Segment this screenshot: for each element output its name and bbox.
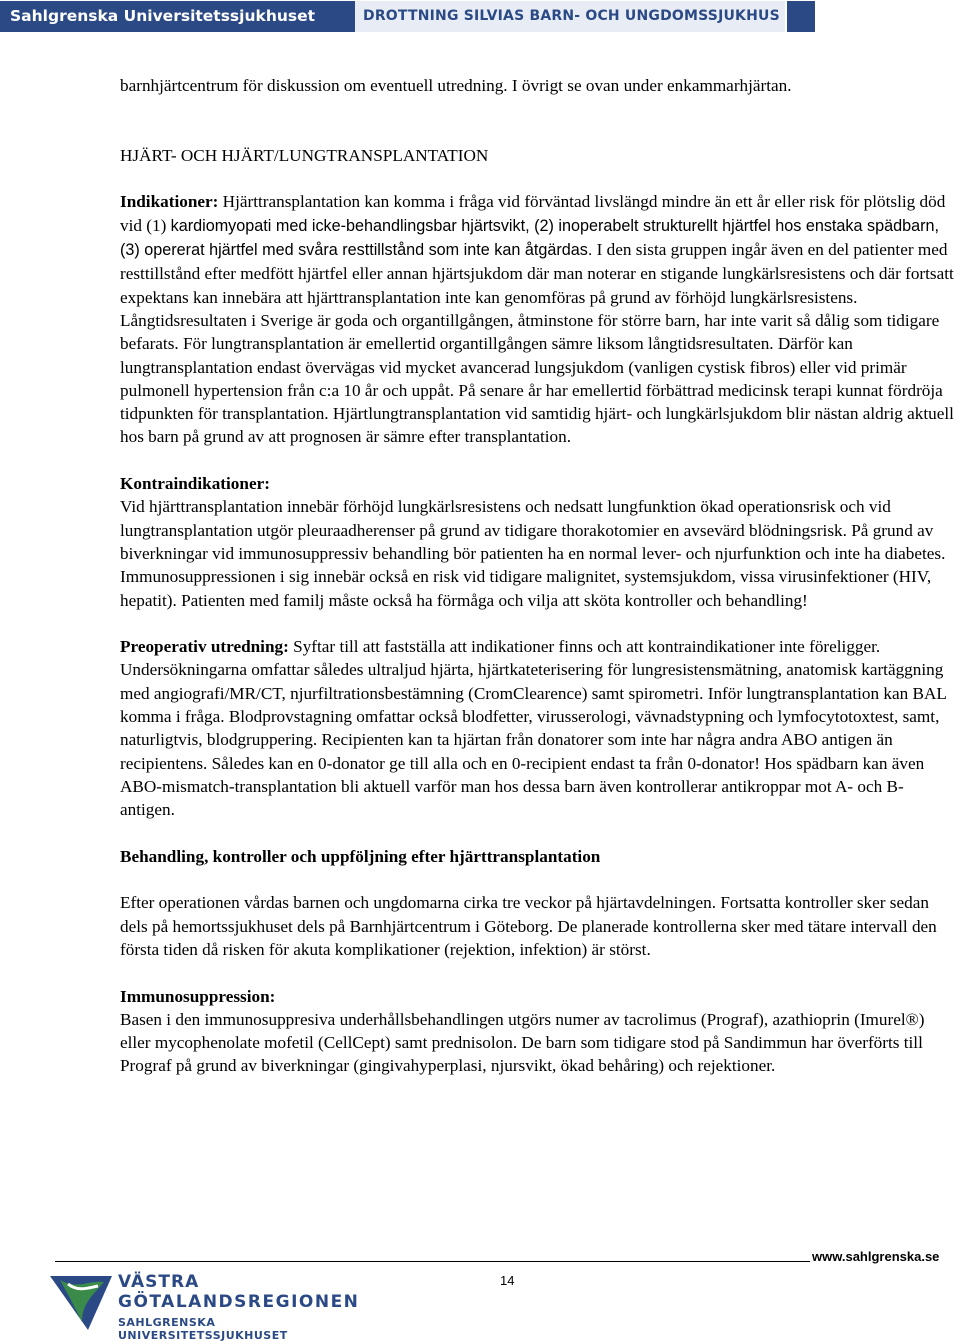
indikationer-label: Indikationer:: [120, 192, 219, 212]
preop-label: Preoperativ utredning:: [120, 637, 289, 657]
logo-text-hospital: SAHLGRENSKA UNIVERSITETSSJUKHUSET: [118, 1316, 288, 1342]
preop-paragraph: [120, 635, 955, 821]
footer-rule: [55, 1261, 810, 1262]
kontraindikationer-text: Vid hjärttransplantation innebär förhöjd lungkärlsresistens och nedsatt lungfunktion ökad operationsrisk och vid lungtransplantation utgör pleuraadherenser på grund av tidigare thorakotomier en avsevärd blödningsrisk. På grund av biverkningar vid immunosuppressiv behandling bör patienten ha en normal lever- och njurfunktion och inte ha diabetes. Immunosuppressionen i sig innebär också en risk vid tidigare malignitet, systemsjukdom, vissa virusinfektioner (HIV, hepatit). Patienten med familj måste också ha förmåga och vilja att sköta kontroller och behandling!: [120, 497, 946, 610]
immuno-text: Basen i den immunosuppresiva underhållsbehandlingen utgörs numer av tacrolimus (Prograf), azathioprin (Imurel®) eller mycophenolate mofetil (CellCept) samt prednisolon. De barn som tidigare stod på Sandimmun har överförts till Prograf på grund av biverkningar (gingivahyperplasi, njursvikt, ökad behåring) och rejektioner.: [120, 1009, 925, 1076]
indikationer-text-b: I den sista gruppen ingår även en del patienter med resttillstånd efter medfött hjärtfel eller annan hjärtsjukdom där man noterar en stigande lungkärlsresistens och där fortsatt expektans kan innebära att hjärttransplantation inte kan genomföras på grund av förhöjd lungkärlsresistens. Långtidsresultaten i Sverige är goda och organtillgången, åtminstone för större barn, har inte varit så dålig som tidigare befarats. För lungtransplantation är emellertid organtillgången sämre liksom långtidsresultaten. Därför kan lungtransplantation endast övervägas vid mycket avancerad lungsjukdom (vanligen cystisk fibros) eller vid primär pulmonell hypertension från c:a 10 år och uppåt. På senare år har emellertid förbättrad medicinsk terapi kunnat fördröja tidpunkten för transplantation. Hjärtlungtransplantation vid samtidig hjärt- och lungkärlsjukdom blir nästan aldrig aktuell hos barn på grund av att prognosen är sämre efter transplantation.: [120, 240, 954, 447]
behandling-text: Efter operationen vårdas barnen och ungdomarna cirka tre veckor på hjärtavdelningen. Fortsatta kontroller sker sedan dels på hemortssjukhuset dels på Barnhjärtcentrum i Göteborg. De planerade kontrollerna sker med tätare intervall den första tiden då risken för akuta komplikationer (rejektion, infektion) är störst.: [120, 893, 937, 959]
section-title: HJÄRT- OCH HJÄRT/LUNGTRANSPLANTATION: [120, 145, 489, 165]
vgr-logo: [48, 1270, 388, 1342]
childrens-hospital-banner: DROTTNING SILVIAS BARN- OCH UNGDOMSSJUKHUS: [355, 1, 785, 32]
kontraindikationer-label: Kontraindikationer:: [120, 474, 270, 494]
page-header: [0, 0, 960, 33]
indikationer-text-sans: kardiomyopati med icke-behandlingsbar hjärtsvikt, (2) inoperabelt strukturellt hjärtfel hos enstaka spädbarn, (3) opererat hjärtfel med svåra resttillstånd som inte kan åtgärdas.: [120, 216, 940, 260]
document-body: [120, 74, 955, 1078]
preop-text: Syftar till att fastställa att indikationer finns och att kontraindikationer inte föreligger. Undersökningarna omfattar således ultraljud hjärta, hjärtkateterisering för lungresistensmätning, anatomisk kartäggning med angiografi/MR/CT, njurfiltrationsbestämning (CromClearence) samt spirometri. Inför lungtransplantation kan BAL komma i fråga. Blodprovstagning omfattar också blodfetter, virusserologi, vävnadstypning och lymfocytotoxtest, samt, naturligtvis, blodgruppering. Recipienten kan ta hjärtan från donatorer som inte har några andra ABO antigen än recipientens. Således kan en 0-donator ge till alla och en 0-recipient endast ta från 0-donator! Hos spädbarn kan även ABO-mismatch-transplantation bli aktuell varför man hos dessa barn även kontrollerar antikroppar mot A- och B-antigen.: [120, 637, 947, 820]
logo-text-vastra: VÄSTRA: [118, 1272, 200, 1292]
immuno-label: Immunosuppression:: [120, 986, 276, 1006]
behandling-title: Behandling, kontroller och uppföljning efter hjärttransplantation: [120, 846, 601, 866]
header-accent-square: [787, 1, 815, 32]
page-number: 14: [500, 1273, 515, 1288]
vgr-emblem-icon: [48, 1270, 114, 1332]
indikationer-paragraph: [120, 190, 955, 448]
footer-url: www.sahlgrenska.se: [812, 1249, 940, 1264]
hospital-name-banner: Sahlgrenska Universitetssjukhuset: [0, 1, 355, 32]
intro-paragraph: barnhjärtcentrum för diskussion om eventuell utredning. I övrigt se ovan under enkammarhjärtan.: [120, 76, 792, 95]
indikationer-text-a: Hjärttransplantation kan komma i fråga vid förväntad livslängd mindre än ett år eller risk för plötslig död vid (1): [120, 192, 946, 235]
logo-text-region: GÖTALANDSREGIONEN: [118, 1292, 360, 1312]
